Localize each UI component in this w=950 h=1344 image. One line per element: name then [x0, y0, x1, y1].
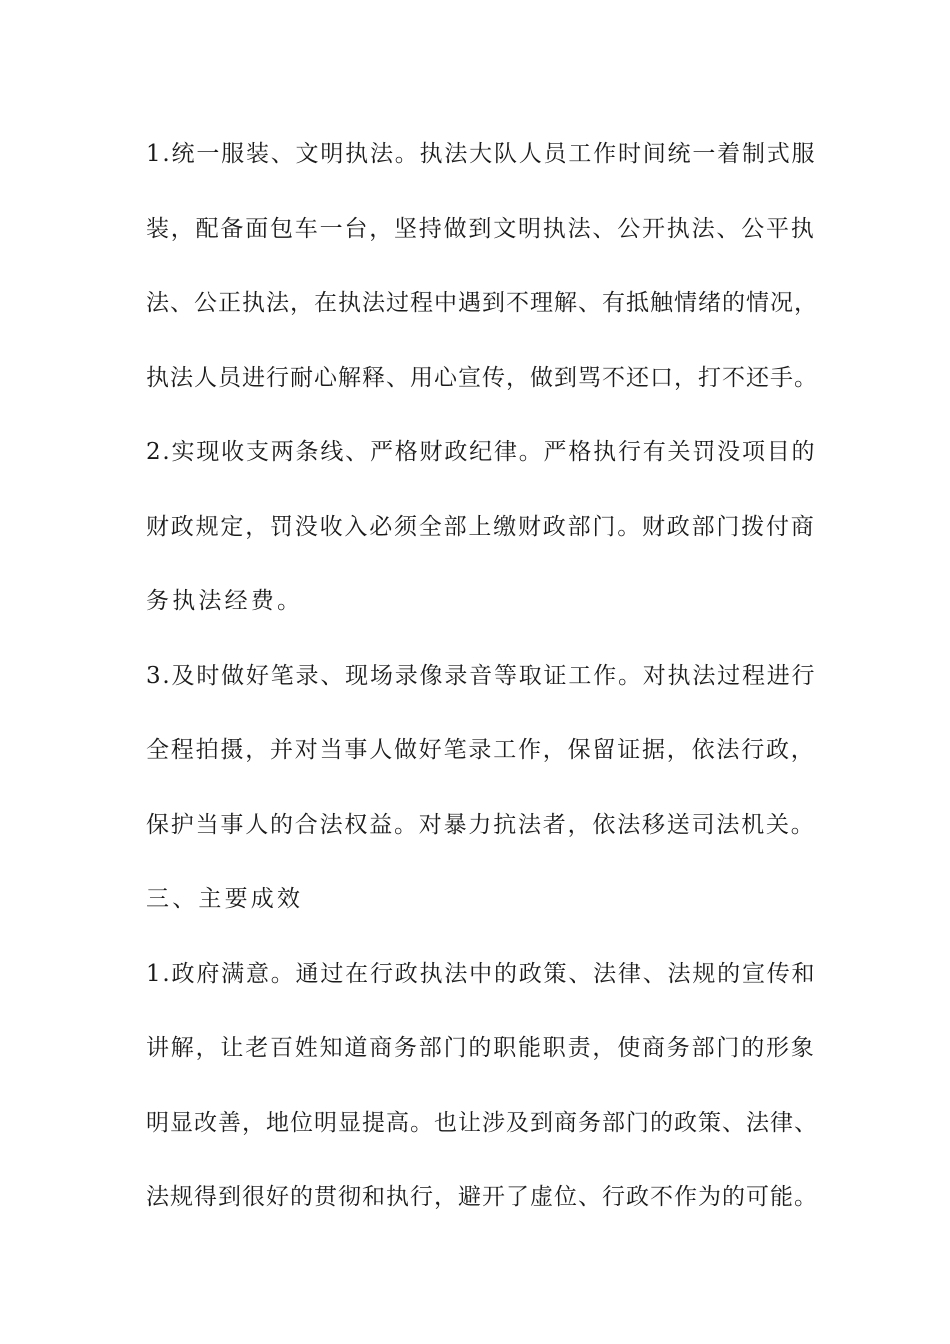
text-line-13: 讲解，让老百姓知道商务部门的职能职责，使商务部门的形象: [146, 1035, 816, 1061]
text-line-2: 装，配备面包车一台，坚持做到文明执法、公开执法、公平执: [146, 215, 816, 242]
text-line-9: 全程拍摄，并对当事人做好笔录工作，保留证据，依法行政，: [146, 737, 816, 763]
text-line-1: 1.统一服装、文明执法。执法大队人员工作时间统一着制式服: [146, 141, 817, 167]
text-line-8: 3.及时做好笔录、现场录像录音等取证工作。对执法过程进行: [146, 662, 817, 689]
text-line-7: 务执法经费。: [146, 588, 304, 614]
text-line-6: 财政规定，罚没收入必须全部上缴财政部门。财政部门拨付商: [146, 513, 816, 540]
document-body: [146, 128, 818, 1246]
text-line-4: 执法人员进行耐心解释、用心宣传，做到骂不还口，打不还手。: [146, 364, 818, 391]
text-line-12: 1.政府满意。通过在行政执法中的政策、法律、法规的宣传和: [146, 960, 817, 987]
text-line-15: 法规得到很好的贯彻和执行，避开了虚位、行政不作为的可能。: [146, 1184, 818, 1210]
section-heading: 三、主要成效: [146, 886, 304, 912]
text-line-14: 明显改善，地位明显提高。也让涉及到商务部门的政策、法律、: [146, 1109, 818, 1136]
text-line-10: 保护当事人的合法权益。对暴力抗法者，依法移送司法机关。: [146, 811, 816, 838]
text-line-3: 法、公正执法，在执法过程中遇到不理解、有抵触情绪的情况，: [146, 290, 818, 316]
text-line-5: 2.实现收支两条线、严格财政纪律。严格执行有关罚没项目的: [146, 439, 817, 465]
